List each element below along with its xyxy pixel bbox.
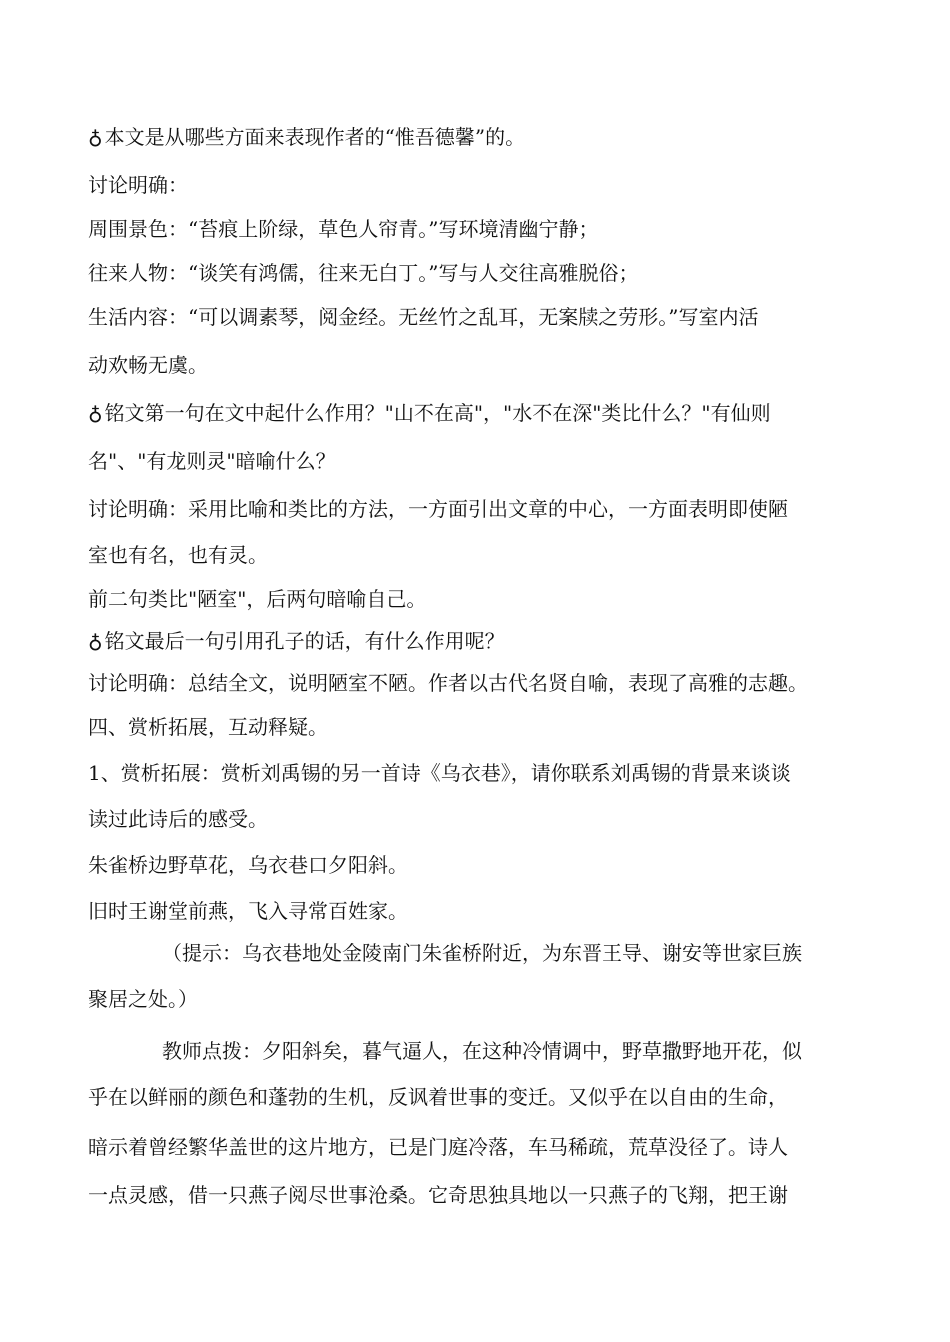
text-line: 乎在以鲜丽的颜色和蓬勃的生机，反讽着世事的变迁。又似乎在以自由的生命， [88,1085,788,1109]
section-heading: 四、赏析拓展，互动释疑。 [88,715,328,739]
text-line: 前二句类比"陋室"，后两句暗喻自己。 [88,587,427,611]
text-line: 讨论明确：总结全文，说明陋室不陋。作者以古代名贤自喻，表现了高雅的志趣。 [88,671,808,695]
text-line: 一点灵感，借一只燕子阅尽世事沧桑。它奇思独具地以一只燕子的飞翔，把王谢 [88,1183,788,1207]
text-line: 讨论明确：采用比喻和类比的方法，一方面引出文章的中心，一方面表明即使陋 [88,497,788,521]
text-line: 生活内容：“可以调素琴，阅金经。无丝竹之乱耳，无案牍之劳形。”写室内活 [88,305,759,329]
question-line-3: ♁ 铭文最后一句引用孔子的话，有什么作用呢？ [88,629,505,653]
text-line: 室也有名，也有灵。 [88,543,268,567]
teacher-note-line: 教师点拨：夕阳斜矣，暮气逼人，在这种冷情调中，野草撒野地开花，似 [162,1039,802,1063]
text-line: 讨论明确： [88,173,188,197]
poem-line: 旧时王谢堂前燕，飞入寻常百姓家。 [88,899,408,923]
text-line: 读过此诗后的感受。 [88,807,268,831]
question-bullet-icon: ♁ [88,629,103,653]
question-line-2: ♁ 铭文第一句在文中起什么作用？"山不在高"，"水不在深"类比什么？"有仙则 [88,401,771,425]
text-line: 名"、"有龙则灵"暗喻什么？ [88,449,336,473]
text-line: 暗示着曾经繁华盖世的这片地方，已是门庭冷落，车马稀疏，荒草没径了。诗人 [88,1135,788,1159]
text-line: 聚居之处。） [88,987,198,1011]
question-line-1: ♁ 本文是从哪些方面来表现作者的“惟吾德馨”的。 [88,125,526,149]
question-bullet-icon: ♁ [88,401,103,425]
hint-line: （提示：乌衣巷地处金陵南门朱雀桥附近，为东晋王导、谢安等世家巨族 [162,941,802,965]
text-line: 周围景色：“苔痕上阶绿，草色人帘青。”写环境清幽宁静； [88,217,599,241]
text-line: 1、赏析拓展：赏析刘禹锡的另一首诗《乌衣巷》，请你联系刘禹锡的背景来谈谈 [88,761,791,785]
question-bullet-icon: ♁ [88,125,103,149]
poem-line: 朱雀桥边野草花，乌衣巷口夕阳斜。 [88,853,408,877]
text-line: 动欢畅无虞。 [88,353,208,377]
text-line: 往来人物：“谈笑有鸿儒，往来无白丁。”写与人交往高雅脱俗； [88,261,639,285]
